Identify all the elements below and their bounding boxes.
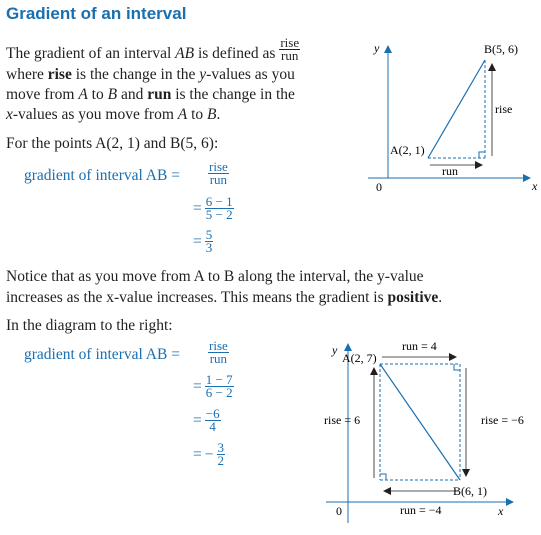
intro-line-5: For the points A(2, 1) and B(5, 6): [6,135,219,152]
positive-term: positive [387,289,439,306]
fraction-denominator: 5 − 2 [205,207,233,222]
right-angle-marker-bottom [380,474,386,480]
origin-label: 0 [376,180,382,194]
intro-text: move from [6,86,79,103]
point-a-ref: A [177,106,188,123]
calc2-fraction [205,408,221,433]
calc2-step-4 [193,442,225,467]
fraction-denominator: run [209,172,228,187]
calc1-fraction [205,196,234,221]
fraction-numerator: 5 [205,227,213,242]
x-axis-label: x [532,179,538,193]
fraction-denominator: run [281,48,299,63]
intro-text: to [87,86,108,103]
point-a-label: A(2, 1) [390,143,425,157]
fraction-numerator: 3 [217,440,224,455]
intro-text: to [187,106,208,123]
x-var: x [6,106,13,123]
calc2-fraction [205,374,234,399]
equals-sign: = [193,199,202,217]
y-axis-label: y [374,41,380,55]
fraction-numerator: 6 − 1 [205,194,233,209]
minus-sign: − [204,445,214,463]
intro-text: is the change in the [171,86,295,103]
notice-line-1: Notice that as you move from A to B along the interval, the y-value [6,268,424,285]
intro-line-3 [6,86,295,104]
calc1-step-3 [193,229,213,254]
point-b-ref: B [207,106,217,123]
calc2-label: gradient of interval AB = [24,346,180,363]
point-b-label: B(6, 1) [453,484,487,498]
fraction-numerator: rise [209,159,228,174]
rise-right-label: rise = −6 [481,413,524,427]
intro-line-2 [6,66,295,84]
fraction-numerator: rise [280,35,300,50]
y-var: y [199,66,207,83]
equals-sign: = [193,411,202,429]
rise-over-run-fraction [279,37,300,62]
interval-ab: AB [175,45,195,63]
point-b-label: B(5, 6) [484,42,518,56]
calc1-label: gradient of interval AB = [24,167,180,184]
run-term: run [147,86,172,103]
intro-text: The gradient of an interval [6,45,176,63]
calc2-fraction [217,442,226,467]
intro-text: is the change in the [71,66,200,83]
calc1-fraction [208,161,229,186]
calc2-fraction [208,340,229,365]
equals-sign: = [193,232,202,250]
fraction-numerator: −6 [205,406,220,421]
point-b-ref: B [107,86,118,103]
notice-text: . [438,289,443,306]
right-angle-marker-top [454,364,460,370]
point-a-label: A(2, 7) [342,351,377,365]
fraction-denominator: run [209,351,228,366]
point-a-ref: A [78,86,88,103]
calc2-step-3 [193,408,221,433]
diagram-negative-gradient [318,338,541,535]
fraction-denominator: 4 [209,419,216,434]
equals-sign: = [193,377,202,395]
notice-text: increases as the x-value increases. This means the gradient is [6,289,388,306]
x-axis-label: x [498,504,504,518]
equals-sign: = [193,445,202,463]
run-top-label: run = 4 [402,339,437,353]
intro-text: and [117,86,148,103]
right-angle-marker [479,152,485,158]
run-label: run [442,164,458,178]
intro-text: -values as you move from [12,106,178,123]
intro-text: -values as you [206,66,295,83]
intro-text: . [216,106,221,123]
intro-text: is defined as [194,45,280,63]
calc2-step-2 [193,374,234,399]
run-bottom-label: run = −4 [400,503,442,517]
fraction-denominator: 6 − 2 [205,385,233,400]
calc1-step-2 [193,196,234,221]
notice-line-3: In the diagram to the right: [6,317,173,334]
interval-ab-line [428,60,485,158]
intro-text: where [6,66,48,83]
intro-line-4 [6,106,220,124]
diagram-positive-gradient [360,38,541,203]
fraction-denominator: 2 [217,453,224,468]
calc1-fraction [205,229,214,254]
rise-label: rise [495,102,513,116]
fraction-numerator: rise [209,338,228,353]
y-axis-label: y [332,343,338,357]
calc1-step-1 [208,161,229,186]
rise-left-label: rise = 6 [324,413,361,427]
intro-line-1 [6,35,300,67]
fraction-denominator: 3 [205,240,213,255]
section-title: Gradient of an interval [6,4,187,23]
calc2-step-1 [208,340,229,365]
interval-ab-line [380,364,460,480]
origin-label: 0 [336,504,342,518]
notice-line-2 [6,289,442,307]
rise-term: rise [47,66,72,83]
fraction-numerator: 1 − 7 [205,372,233,387]
